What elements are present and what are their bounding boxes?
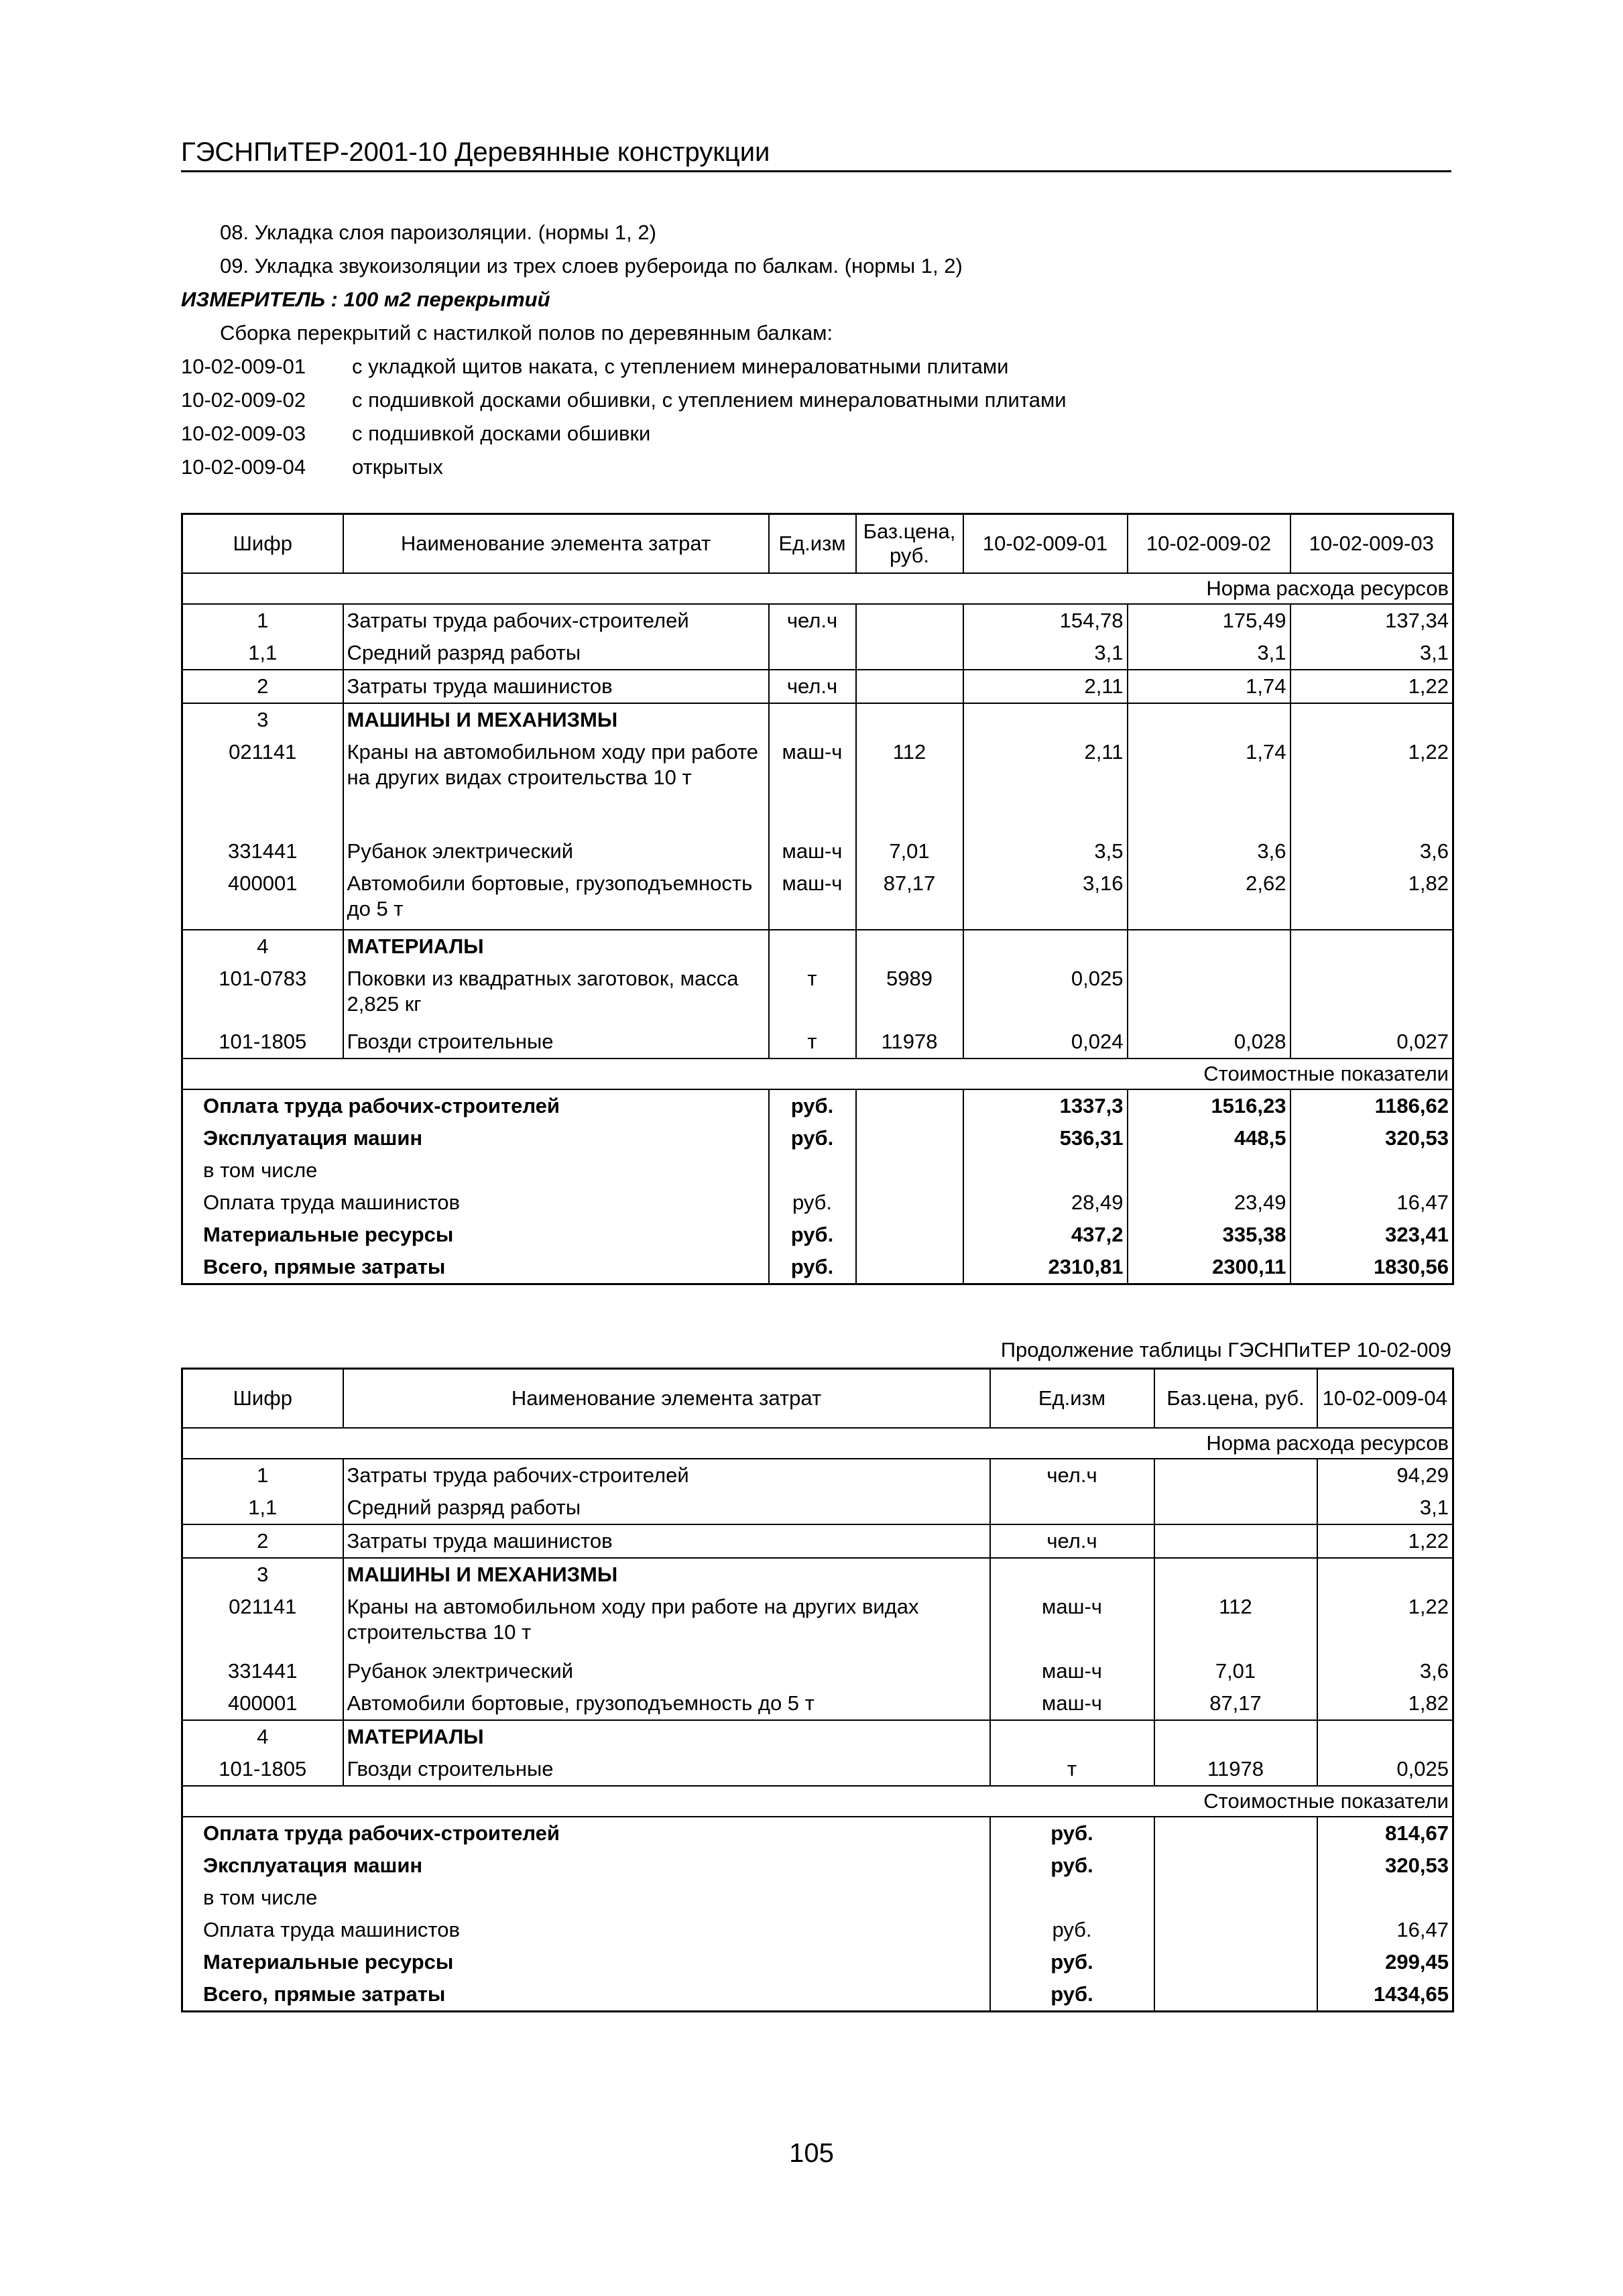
cost-unit: руб.: [769, 1251, 856, 1284]
cost-value-3: 1186,62: [1290, 1089, 1453, 1122]
row-code: 4: [182, 930, 343, 963]
cost-row: [182, 1850, 1453, 1882]
row-name: Гвозди строительные: [343, 1026, 769, 1059]
row-code: 021141: [182, 736, 343, 835]
table-row: [182, 835, 1453, 867]
cost-value-4: 1434,65: [1317, 1978, 1453, 2012]
cost-value-1: 28,49: [963, 1187, 1128, 1219]
row-name: Поковки из квадратных заготовок, масса 2,825 кг: [343, 963, 769, 1026]
row-value-1: 0,025: [963, 963, 1128, 1026]
header-col-1: 10-02-009-01: [963, 514, 1128, 574]
row-value-2: 1,74: [1128, 736, 1290, 835]
row-value-3: [1290, 703, 1453, 736]
intro-item-text: с подшивкой досками обшивки, с утеплением минераловатными плитами: [352, 388, 1067, 412]
row-value-2: 2,62: [1128, 867, 1290, 930]
header-name: Наименование элемента затрат: [343, 514, 769, 574]
row-name: Средний разряд работы: [343, 637, 769, 670]
row-price: 7,01: [1154, 1655, 1317, 1687]
cost-row: [182, 1978, 1453, 2012]
header-name: Наименование элемента затрат: [343, 1369, 990, 1429]
cost-value-2: 448,5: [1128, 1122, 1290, 1154]
table-row: [182, 1753, 1453, 1786]
cost-value-3: 320,53: [1290, 1122, 1453, 1154]
row-value-1: 3,5: [963, 835, 1128, 867]
cost-value-2: [1128, 1154, 1290, 1187]
row-unit: маш-ч: [990, 1655, 1154, 1687]
row-code: 400001: [182, 867, 343, 930]
note-09: 09. Укладка звукоизоляции из трех слоев рубероида по балкам. (нормы 1, 2): [220, 254, 963, 278]
page-header-title: ГЭСНПиТЕР-2001-10 Деревянные конструкции: [181, 137, 770, 167]
row-value-4: 0,025: [1317, 1753, 1453, 1786]
row-unit: маш-ч: [769, 736, 856, 835]
cost-row: [182, 1219, 1453, 1251]
row-unit: [769, 930, 856, 963]
row-code: 331441: [182, 835, 343, 867]
row-price: 112: [856, 736, 963, 835]
row-price: 11978: [856, 1026, 963, 1059]
row-value-2: [1128, 930, 1290, 963]
table-row: [182, 670, 1453, 703]
cost-name: Всего, прямые затраты: [182, 1251, 769, 1284]
row-value-1: 2,11: [963, 670, 1128, 703]
cost-unit: руб.: [990, 1817, 1154, 1850]
row-value-1: 3,1: [963, 637, 1128, 670]
cost-label: Стоимостные показатели: [182, 1786, 1453, 1817]
row-code: 1: [182, 1459, 343, 1492]
row-name: МАТЕРИАЛЫ: [343, 930, 769, 963]
cost-row: [182, 1154, 1453, 1187]
header-price: Баз.цена, руб.: [1154, 1369, 1317, 1429]
table-header-row: [182, 1369, 1453, 1429]
row-unit: чел.ч: [990, 1524, 1154, 1558]
cost-name: Оплата труда рабочих-строителей: [182, 1817, 990, 1850]
row-price: [1154, 1459, 1317, 1492]
cost-name: Оплата труда машинистов: [182, 1914, 990, 1946]
row-price: [1154, 1492, 1317, 1524]
cost-value-4: 320,53: [1317, 1850, 1453, 1882]
cost-name: Материальные ресурсы: [182, 1219, 769, 1251]
row-name: МАТЕРИАЛЫ: [343, 1720, 990, 1753]
cost-unit: руб.: [769, 1122, 856, 1154]
row-price: 11978: [1154, 1753, 1317, 1786]
note-08: 08. Укладка слоя пароизоляции. (нормы 1, 2): [220, 221, 656, 244]
row-unit: [769, 637, 856, 670]
cost-unit: [990, 1882, 1154, 1914]
norm-label: Норма расхода ресурсов: [182, 573, 1453, 604]
cost-value-1: 2310,81: [963, 1251, 1128, 1284]
row-price: 112: [1154, 1591, 1317, 1655]
row-code: 101-1805: [182, 1753, 343, 1786]
row-name: Затраты труда машинистов: [343, 1524, 990, 1558]
table-row: [182, 930, 1453, 963]
row-name: Затраты труда рабочих-строителей: [343, 604, 769, 637]
row-value-3: [1290, 930, 1453, 963]
row-value-1: 0,024: [963, 1026, 1128, 1059]
intro-item: [181, 383, 1455, 417]
row-code: 1,1: [182, 637, 343, 670]
cost-name: Оплата труда рабочих-строителей: [182, 1089, 769, 1122]
cost-unit: руб.: [990, 1850, 1154, 1882]
row-name: Краны на автомобильном ходу при работе на других видах строительства 10 т: [343, 1591, 990, 1655]
row-value-2: [1128, 703, 1290, 736]
row-unit: т: [990, 1753, 1154, 1786]
cost-row: [182, 1089, 1453, 1122]
cost-unit: [769, 1154, 856, 1187]
row-price: [1154, 1720, 1317, 1753]
intro-item-code: 10-02-009-01: [181, 355, 306, 378]
row-code: 2: [182, 1524, 343, 1558]
row-unit: чел.ч: [769, 670, 856, 703]
table-row: [182, 1687, 1453, 1720]
row-value-4: 1,82: [1317, 1687, 1453, 1720]
row-value-2: 3,6: [1128, 835, 1290, 867]
page-header: [181, 134, 1451, 172]
header-code: Шифр: [182, 1369, 343, 1429]
row-value-4: 94,29: [1317, 1459, 1453, 1492]
intro-item: [181, 417, 1455, 450]
row-value-4: 1,22: [1317, 1591, 1453, 1655]
cost-name: в том числе: [182, 1882, 990, 1914]
row-code: 4: [182, 1720, 343, 1753]
header-unit: Ед.изм: [990, 1369, 1154, 1429]
row-value-3: 137,34: [1290, 604, 1453, 637]
intro-block: [181, 216, 1455, 484]
row-value-4: 3,6: [1317, 1655, 1453, 1687]
row-name: Рубанок электрический: [343, 1655, 990, 1687]
row-name: Автомобили бортовые, грузоподъемность до 5 т: [343, 867, 769, 930]
row-value-4: [1317, 1720, 1453, 1753]
cost-row: [182, 1914, 1453, 1946]
row-name: Средний разряд работы: [343, 1492, 990, 1524]
row-value-4: 3,1: [1317, 1492, 1453, 1524]
cost-value-4: 299,45: [1317, 1946, 1453, 1978]
assembly-line: Сборка перекрытий с настилкой полов по деревянным балкам:: [220, 321, 833, 345]
row-name: Гвозди строительные: [343, 1753, 990, 1786]
row-price: [856, 703, 963, 736]
row-unit: т: [769, 1026, 856, 1059]
cost-name: Эксплуатация машин: [182, 1122, 769, 1154]
row-value-1: 3,16: [963, 867, 1128, 930]
row-name: Затраты труда рабочих-строителей: [343, 1459, 990, 1492]
intro-item-text: с укладкой щитов наката, с утеплением минераловатными плитами: [352, 355, 1009, 378]
intro-item: [181, 450, 1455, 484]
row-unit: маш-ч: [769, 835, 856, 867]
row-value-4: [1317, 1558, 1453, 1591]
cost-name: в том числе: [182, 1154, 769, 1187]
cost-value-4: 16,47: [1317, 1914, 1453, 1946]
table-row: [182, 1558, 1453, 1591]
row-value-1: [963, 703, 1128, 736]
table-row: [182, 1720, 1453, 1753]
cost-value-2: 23,49: [1128, 1187, 1290, 1219]
row-unit: маш-ч: [769, 867, 856, 930]
row-unit: чел.ч: [990, 1459, 1154, 1492]
cost-value-4: 814,67: [1317, 1817, 1453, 1850]
cost-value-1: 437,2: [963, 1219, 1128, 1251]
intro-item: [181, 350, 1455, 383]
row-name: МАШИНЫ И МЕХАНИЗМЫ: [343, 1558, 990, 1591]
row-price: [856, 637, 963, 670]
row-name: Рубанок электрический: [343, 835, 769, 867]
header-price: Баз.цена, руб.: [856, 514, 963, 574]
cost-unit: руб.: [990, 1914, 1154, 1946]
row-code: 3: [182, 703, 343, 736]
row-value-2: 1,74: [1128, 670, 1290, 703]
row-code: 1: [182, 604, 343, 637]
table-row: [182, 1026, 1453, 1059]
row-value-3: 1,22: [1290, 670, 1453, 703]
resource-table-2: [181, 1368, 1454, 2012]
intro-item-code: 10-02-009-04: [181, 455, 306, 479]
cost-unit: руб.: [990, 1946, 1154, 1978]
cost-value-3: [1290, 1154, 1453, 1187]
cost-value-1: [963, 1154, 1128, 1187]
row-price: [1154, 1558, 1317, 1591]
row-name: Краны на автомобильном ходу при работе на других видах строительства 10 т: [343, 736, 769, 835]
row-unit: [990, 1492, 1154, 1524]
page-number: 105: [789, 2138, 834, 2168]
row-value-2: [1128, 963, 1290, 1026]
cost-unit: руб.: [769, 1089, 856, 1122]
row-price: [856, 930, 963, 963]
row-price: 7,01: [856, 835, 963, 867]
table-row: [182, 1492, 1453, 1524]
header-code: Шифр: [182, 514, 343, 574]
row-value-3: 0,027: [1290, 1026, 1453, 1059]
cost-value-3: 16,47: [1290, 1187, 1453, 1219]
row-unit: маш-ч: [990, 1687, 1154, 1720]
table-row: [182, 1459, 1453, 1492]
row-value-2: 175,49: [1128, 604, 1290, 637]
cost-value-4: [1317, 1882, 1453, 1914]
cost-row: [182, 1122, 1453, 1154]
row-price: 87,17: [856, 867, 963, 930]
row-value-3: 3,6: [1290, 835, 1453, 867]
row-value-3: [1290, 963, 1453, 1026]
table-row: [182, 604, 1453, 637]
cost-value-2: 335,38: [1128, 1219, 1290, 1251]
row-value-2: 3,1: [1128, 637, 1290, 670]
intro-item-text: открытых: [352, 455, 443, 479]
table-row: [182, 1524, 1453, 1558]
row-name: Затраты труда машинистов: [343, 670, 769, 703]
table-row: [182, 1591, 1453, 1655]
row-price: [856, 670, 963, 703]
row-unit: маш-ч: [990, 1591, 1154, 1655]
row-value-3: 1,82: [1290, 867, 1453, 930]
table-row: [182, 963, 1453, 1026]
continuation-note: Продолжение таблицы ГЭСНПиТЕР 10-02-009: [1000, 1338, 1451, 1362]
row-price: 87,17: [1154, 1687, 1317, 1720]
table-row: [182, 867, 1453, 930]
table-row: [182, 736, 1453, 835]
cost-name: Оплата труда машинистов: [182, 1187, 769, 1219]
norm-label: Норма расхода ресурсов: [182, 1428, 1453, 1459]
row-value-3: 1,22: [1290, 736, 1453, 835]
header-unit: Ед.изм: [769, 514, 856, 574]
cost-value-3: 323,41: [1290, 1219, 1453, 1251]
row-unit: [990, 1720, 1154, 1753]
row-value-1: 2,11: [963, 736, 1128, 835]
cost-value-1: 1337,3: [963, 1089, 1128, 1122]
row-value-1: [963, 930, 1128, 963]
row-name: Автомобили бортовые, грузоподъемность до 5 т: [343, 1687, 990, 1720]
cost-value-3: 1830,56: [1290, 1251, 1453, 1284]
row-code: 2: [182, 670, 343, 703]
cost-row: [182, 1251, 1453, 1284]
row-unit: [990, 1558, 1154, 1591]
row-code: 021141: [182, 1591, 343, 1655]
intro-item-code: 10-02-009-03: [181, 422, 306, 445]
cost-row: [182, 1882, 1453, 1914]
row-name: МАШИНЫ И МЕХАНИЗМЫ: [343, 703, 769, 736]
row-code: 1,1: [182, 1492, 343, 1524]
cost-value-2: 2300,11: [1128, 1251, 1290, 1284]
resource-table-1: [181, 513, 1454, 1285]
row-code: 101-1805: [182, 1026, 343, 1059]
cost-unit: руб.: [769, 1187, 856, 1219]
cost-label: Стоимостные показатели: [182, 1059, 1453, 1089]
header-col-4: 10-02-009-04: [1317, 1369, 1453, 1429]
table-row: [182, 1655, 1453, 1687]
header-col-2: 10-02-009-02: [1128, 514, 1290, 574]
row-code: 3: [182, 1558, 343, 1591]
cost-name: Эксплуатация машин: [182, 1850, 990, 1882]
intro-item-text: с подшивкой досками обшивки: [352, 422, 651, 445]
row-code: 331441: [182, 1655, 343, 1687]
intro-item-code: 10-02-009-02: [181, 388, 306, 412]
cost-unit: руб.: [769, 1219, 856, 1251]
header-col-3: 10-02-009-03: [1290, 514, 1453, 574]
row-unit: т: [769, 963, 856, 1026]
row-value-2: 0,028: [1128, 1026, 1290, 1059]
table-row: [182, 703, 1453, 736]
cost-value-1: 536,31: [963, 1122, 1128, 1154]
row-value-1: 154,78: [963, 604, 1128, 637]
row-code: 101-0783: [182, 963, 343, 1026]
row-code: 400001: [182, 1687, 343, 1720]
row-unit: [769, 703, 856, 736]
meter-line: ИЗМЕРИТЕЛЬ : 100 м2 перекрытий: [181, 288, 550, 311]
row-price: [1154, 1524, 1317, 1558]
cost-row: [182, 1817, 1453, 1850]
cost-row: [182, 1946, 1453, 1978]
cost-unit: руб.: [990, 1978, 1154, 2012]
cost-value-2: 1516,23: [1128, 1089, 1290, 1122]
row-price: [856, 604, 963, 637]
row-unit: чел.ч: [769, 604, 856, 637]
row-price: 5989: [856, 963, 963, 1026]
row-value-3: 3,1: [1290, 637, 1453, 670]
row-value-4: 1,22: [1317, 1524, 1453, 1558]
table-row: [182, 637, 1453, 670]
cost-name: Всего, прямые затраты: [182, 1978, 990, 2012]
cost-row: [182, 1187, 1453, 1219]
cost-name: Материальные ресурсы: [182, 1946, 990, 1978]
table-header-row: [182, 514, 1453, 574]
